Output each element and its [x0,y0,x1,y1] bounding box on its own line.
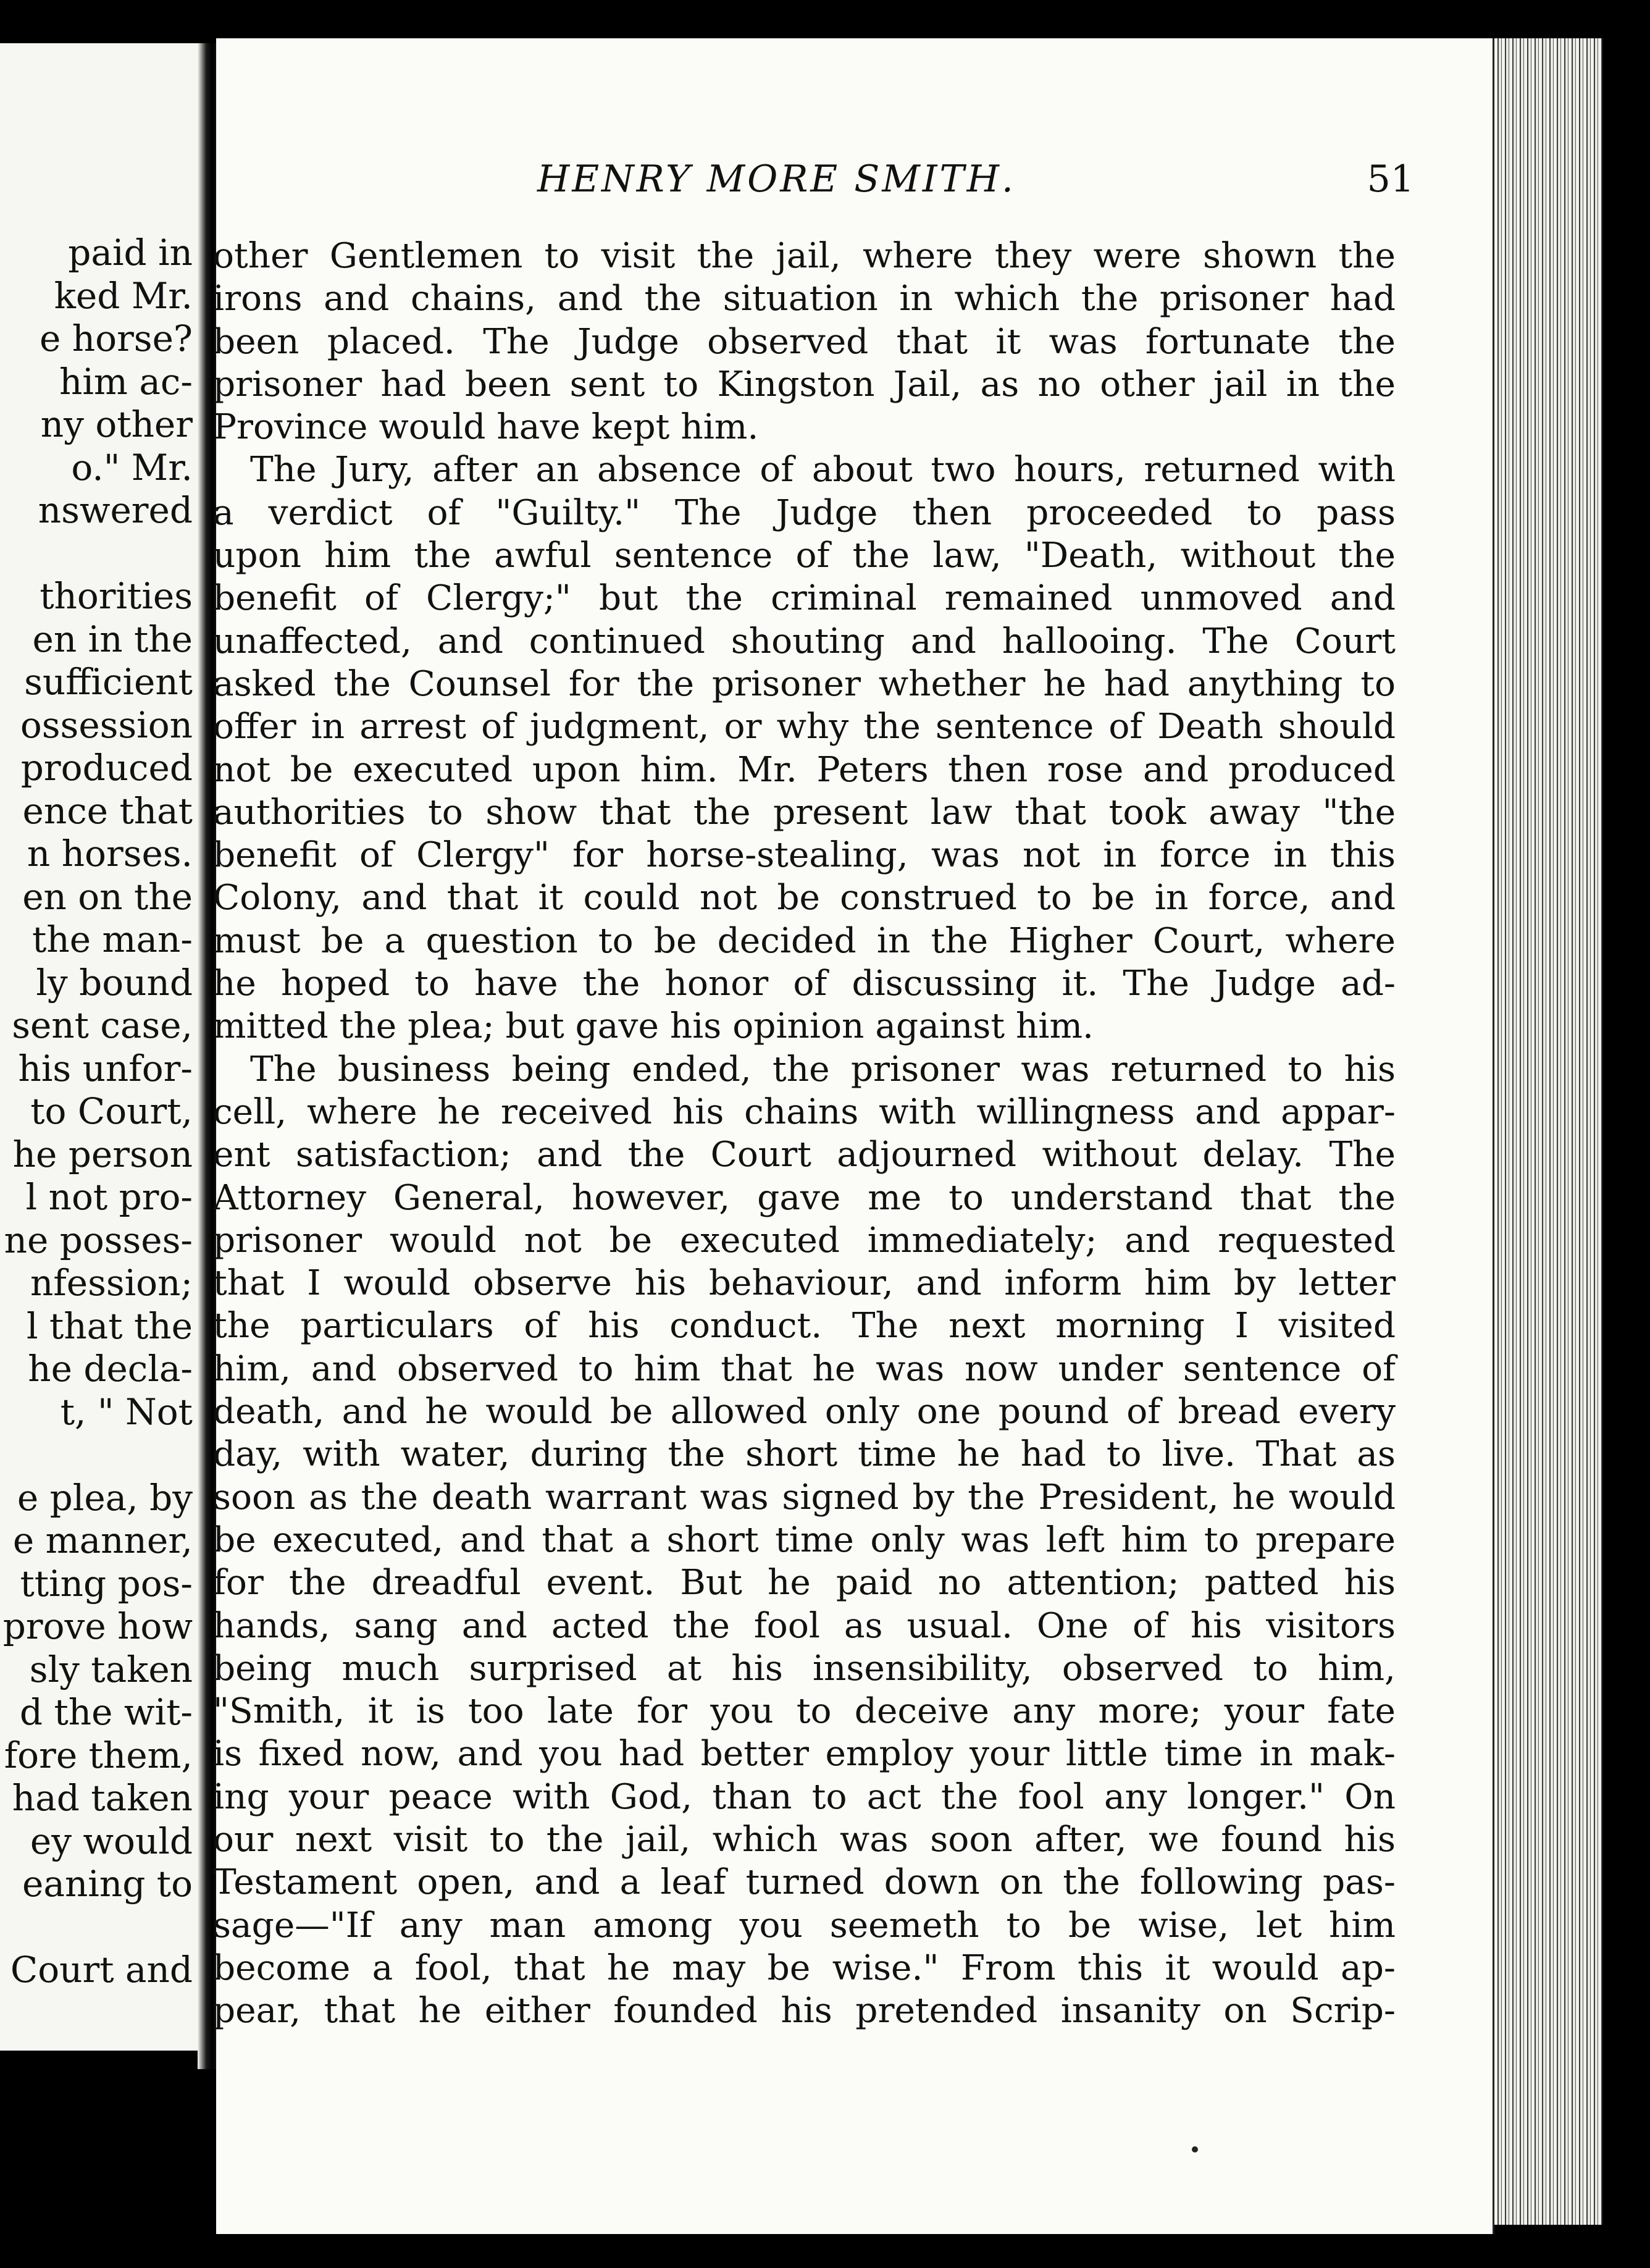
text-line: the particulars of his conduct. The next morning I visited [213,1306,1396,1346]
text-line: be executed, and that a short time only was left him to prepare [213,1519,1396,1560]
previous-page-line: ny other [40,403,193,445]
previous-page-line: ked Mr. [54,274,193,317]
previous-page-line: thorities [40,575,193,617]
previous-page-line: he person [12,1133,193,1175]
text-line: offer in arrest of judgment, or why the sentence of Death should [213,707,1396,747]
previous-page-line: he decla- [28,1348,193,1390]
previous-page-line: ly bound [36,961,193,1004]
text-line: The Jury, after an absence of about two hours, returned with [250,450,1396,490]
previous-page-line: him ac- [59,360,193,403]
page-body-text [213,235,1396,2032]
text-line: prisoner had been sent to Kingston Jail, as no other jail in the [213,364,1396,405]
text-line: prisoner would not be executed immediately; and requested [213,1220,1396,1261]
text-line: unaffected, and continued shouting and hallooing. The Court [213,621,1396,662]
text-line: Testament open, and a leaf turned down on the following pas- [213,1862,1396,1903]
text-line: must be a question to be decided in the Higher Court, where [213,920,1396,961]
previous-page-line: ey would [30,1820,193,1862]
previous-page-line [0,1434,193,1477]
text-line: Attorney General, however, gave me to understand that the [213,1177,1396,1218]
text-line: upon him the awful sentence of the law, "Death, without the [213,536,1396,576]
previous-page-line: sent case, [12,1004,193,1046]
text-line: "Smith, it is too late for you to deceive any more; your fate [213,1691,1396,1732]
previous-page-text [0,232,193,1992]
text-line: him, and observed to him that he was now under sentence of [213,1348,1396,1389]
previous-page-line: Court and [10,1949,193,1991]
text-line: he hoped to have the honor of discussing it. The Judge ad- [213,964,1396,1004]
text-line: that I would observe his behaviour, and inform him by letter [213,1263,1396,1304]
text-line: The business being ended, the prisoner was returned to his [250,1049,1396,1090]
ink-speck [1192,2146,1198,2152]
page-number: 51 [1367,158,1414,201]
text-line: benefit of Clergy;" but the criminal remained unmoved and [213,578,1396,619]
text-line: ing your peace with God, than to act the fool any longer." On [213,1776,1396,1817]
text-line: become a fool, that he may be wise." From this it would ap- [213,1947,1396,1988]
previous-page-line: e horse? [40,317,193,359]
text-line: sage—"If any man among you seemeth to be wise, let him [213,1905,1396,1946]
previous-page-line: to Court, [30,1090,193,1132]
previous-page-line: e manner, [12,1519,193,1561]
text-line: our next visit to the jail, which was soon after, we found his [213,1819,1396,1860]
previous-page-line: o." Mr. [71,446,193,489]
text-line: is fixed now, and you had better employ your little time in mak- [213,1734,1396,1774]
text-line: mitted the plea; but gave his opinion against him. [213,1006,1094,1047]
text-line: other Gentlemen to visit the jail, where they were shown the [213,236,1396,276]
text-line: ent satisfaction; and the Court adjourned without delay. The [213,1135,1396,1175]
previous-page-line: l that the [27,1304,193,1347]
previous-page-line: ence that [22,789,193,832]
previous-page-line: paid in [68,232,193,274]
previous-page-line: nswered [38,489,193,531]
text-line: for the dreadful event. But he paid no attention; patted his [213,1563,1396,1603]
previous-page-line: his unfor- [18,1047,193,1090]
previous-page-line [0,1906,193,1949]
text-line: benefit of Clergy" for horse-stealing, was not in force in this [213,835,1396,876]
previous-page-line: prove how [2,1605,193,1647]
previous-page-line: e plea, by [17,1476,193,1519]
previous-page-fragment [0,43,204,2051]
text-line: day, with water, during the short time he had to live. That as [213,1434,1396,1475]
previous-page-line: en in the [32,618,193,660]
text-line: Colony, and that it could not be construed to be in force, and [213,878,1396,918]
previous-page-line: en on the [22,875,193,918]
previous-page-line: sufficient [24,661,193,703]
previous-page-line [0,532,193,576]
previous-page-line: l not pro- [25,1176,193,1218]
previous-page-line: eaning to [22,1863,193,1905]
previous-page-line: sly taken [29,1648,193,1690]
running-title: HENRY MORE SMITH. [537,158,1016,201]
text-line: hands, sang and acted the fool as usual. One of his visitors [213,1605,1396,1646]
text-line: pear, that he either founded his pretended insanity on Scrip- [213,1991,1396,2031]
previous-page-line: ne posses- [4,1219,193,1261]
previous-page-line: fore them, [4,1734,193,1776]
scan-background [1602,38,1650,2268]
previous-page-line: d the wit- [19,1691,193,1733]
text-line: death, and he would be allowed only one pound of bread every [213,1392,1396,1432]
text-line: soon as the death warrant was signed by the President, he would [213,1477,1396,1518]
text-line: Province would have kept him. [213,407,759,448]
text-line: cell, where he received his chains with willingness and appar- [213,1091,1396,1132]
text-line: irons and chains, and the situation in which the prisoner had [213,279,1396,319]
previous-page-line: tting pos- [20,1562,193,1605]
text-line: a verdict of "Guilty." The Judge then proceeded to pass [213,492,1396,533]
previous-page-line: had taken [12,1777,193,1819]
page-stack-edges [1494,38,1602,2225]
previous-page-line: ossession [20,704,193,746]
text-line: been placed. The Judge observed that it was fortunate the [213,321,1396,362]
previous-page-line: the man- [32,918,193,960]
text-line: authorities to show that the present law that took away "the [213,792,1396,833]
previous-page-line: t, " Not [60,1390,193,1433]
previous-page-line: produced [20,747,193,789]
page-header [309,158,1414,207]
previous-page-line: nfession; [30,1262,193,1304]
text-line: being much surprised at his insensibility, observed to him, [213,1648,1396,1689]
text-line: not be executed upon him. Mr. Peters then rose and produced [213,749,1396,790]
text-line: asked the Counsel for the prisoner whether he had anything to [213,663,1396,704]
previous-page-line: n horses. [27,833,193,875]
